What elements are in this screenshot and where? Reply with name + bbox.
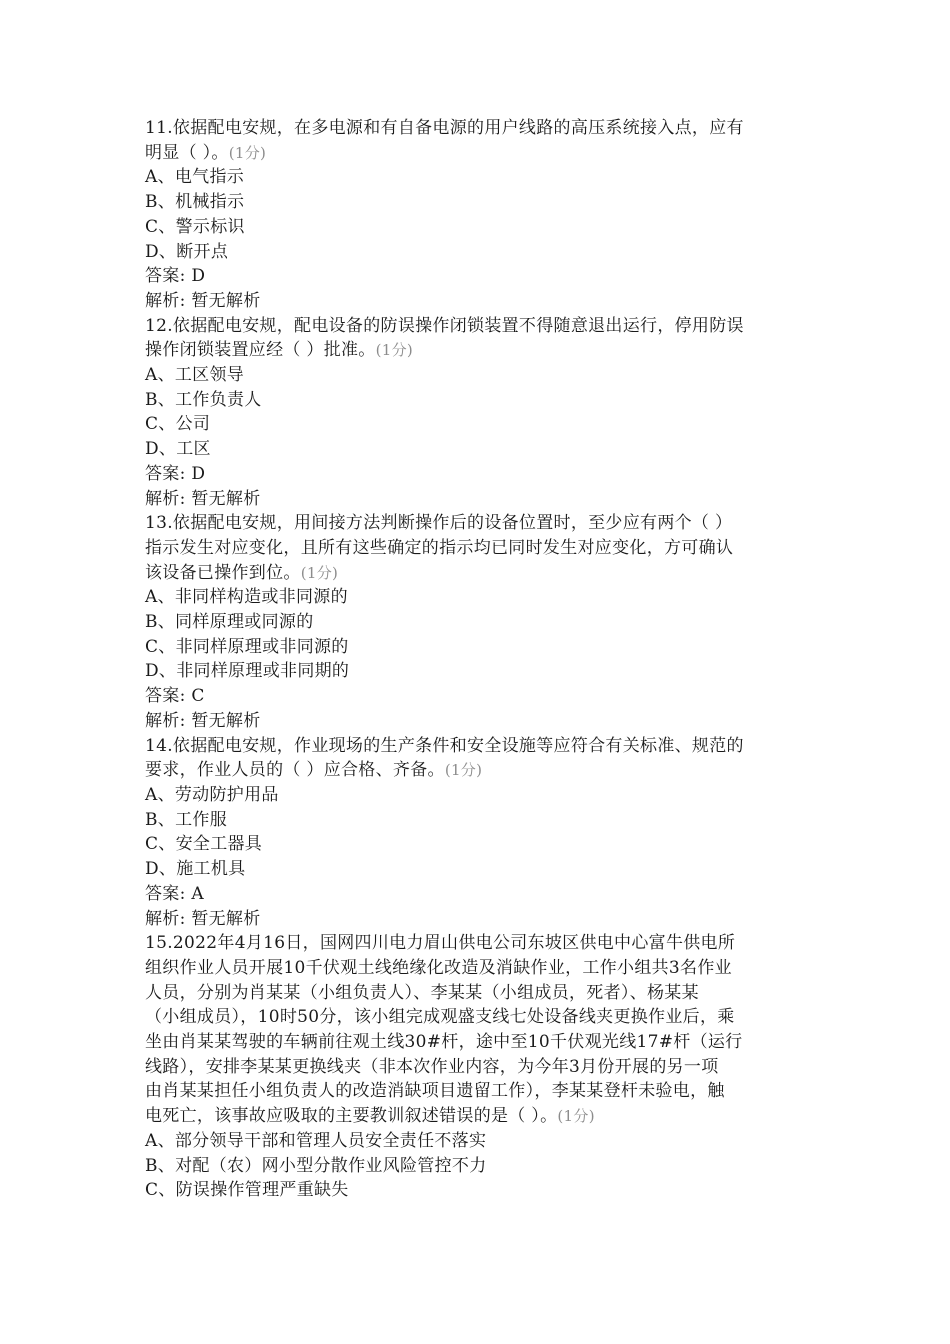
- answer-line: 答案: A: [145, 883, 204, 904]
- option-c: C、安全工器具: [145, 834, 263, 855]
- option-b: B、工作负责人: [145, 389, 262, 410]
- question-13: [145, 511, 815, 733]
- question-12: [145, 314, 815, 512]
- question-stem-line: 组织作业人员开展10千伏观土线绝缘化改造及消缺作业，工作小组共3名作业: [145, 957, 732, 978]
- option-c: C、公司: [145, 414, 211, 435]
- option-c: C、防误操作管理严重缺失: [145, 1180, 349, 1201]
- question-stem-line: 指示发生对应变化，且所有这些确定的指示均已同时发生对应变化，方可确认: [145, 537, 734, 558]
- question-stem-line: （小组成员），10时50分，该小组完成观盛支线七处设备线夹更换作业后，乘: [145, 1007, 735, 1028]
- question-11: [145, 116, 815, 314]
- question-stem-line: 坐由肖某某驾驶的车辆前往观土线30#杆，途中至10千伏观光线17#杆（运行: [145, 1032, 743, 1053]
- answer-line: 答案: D: [145, 463, 206, 484]
- question-stem-line: 明显（ ）。(1分): [145, 142, 267, 163]
- question-stem-line: 12.依据配电安规，配电设备的防误操作闭锁装置不得随意退出运行，停用防误: [145, 315, 744, 336]
- explanation-line: 解析: 暂无解析: [145, 710, 261, 731]
- question-score: (1分): [557, 1107, 595, 1126]
- option-a: A、电气指示: [145, 167, 245, 188]
- explanation-line: 解析: 暂无解析: [145, 908, 261, 929]
- option-a: A、部分领导干部和管理人员安全责任不落实: [145, 1130, 487, 1151]
- question-stem-line: 14.依据配电安规，作业现场的生产条件和安全设施等应符合有关标准、规范的: [145, 735, 744, 756]
- question-score: (1分): [228, 143, 267, 162]
- question-stem-line: 操作闭锁装置应经（ ）批准。(1分): [145, 340, 414, 361]
- question-stem-line: 线路），安排李某某更换线夹（非本次作业内容，为今年3月份开展的另一项: [145, 1056, 719, 1077]
- question-stem-line: 由肖某某担任小组负责人的改造消缺项目遗留工作），李某某登杆未验电，触: [145, 1081, 725, 1102]
- question-stem-line: 13.依据配电安规，用间接方法判断操作后的设备位置时，至少应有两个（ ）: [145, 513, 733, 534]
- question-stem-line: 要求，作业人员的（ ）应合格、齐备。(1分): [145, 760, 483, 781]
- option-b: B、工作服: [145, 809, 227, 830]
- option-b: B、对配（农）网小型分散作业风险管控不力: [145, 1155, 487, 1176]
- question-stem-line: 该设备已操作到位。(1分): [145, 562, 339, 583]
- question-score: (1分): [300, 563, 339, 582]
- option-d: D、非同样原理或非同期的: [145, 661, 350, 682]
- explanation-line: 解析: 暂无解析: [145, 488, 261, 509]
- answer-line: 答案: D: [145, 266, 206, 287]
- question-stem-line: 人员，分别为肖某某（小组负责人）、李某某（小组成员，死者）、杨某某: [145, 982, 699, 1003]
- question-15: [145, 931, 815, 1203]
- option-b: B、机械指示: [145, 192, 245, 213]
- option-c: C、警示标识: [145, 216, 245, 237]
- question-stem-line: 电死亡，该事故应吸取的主要教训叙述错误的是（ ）。(1分): [145, 1106, 595, 1127]
- option-d: D、工区: [145, 439, 211, 460]
- option-b: B、同样原理或同源的: [145, 612, 314, 633]
- question-14: [145, 734, 815, 932]
- answer-line: 答案: C: [145, 686, 205, 707]
- option-c: C、非同样原理或非同源的: [145, 636, 349, 657]
- question-score: (1分): [444, 761, 483, 780]
- document-body: [145, 116, 815, 1203]
- option-d: D、断开点: [145, 241, 229, 262]
- question-stem-line: 15.2022年4月16日，国网四川电力眉山供电公司东坡区供电中心富牛供电所: [145, 933, 736, 954]
- option-a: A、劳动防护用品: [145, 784, 279, 805]
- question-score: (1分): [375, 341, 414, 360]
- option-a: A、非同样构造或非同源的: [145, 587, 348, 608]
- explanation-line: 解析: 暂无解析: [145, 290, 261, 311]
- question-stem-line: 11.依据配电安规，在多电源和有自备电源的用户线路的高压系统接入点，应有: [145, 118, 744, 138]
- option-d: D、施工机具: [145, 859, 246, 880]
- option-a: A、工区领导: [145, 365, 245, 386]
